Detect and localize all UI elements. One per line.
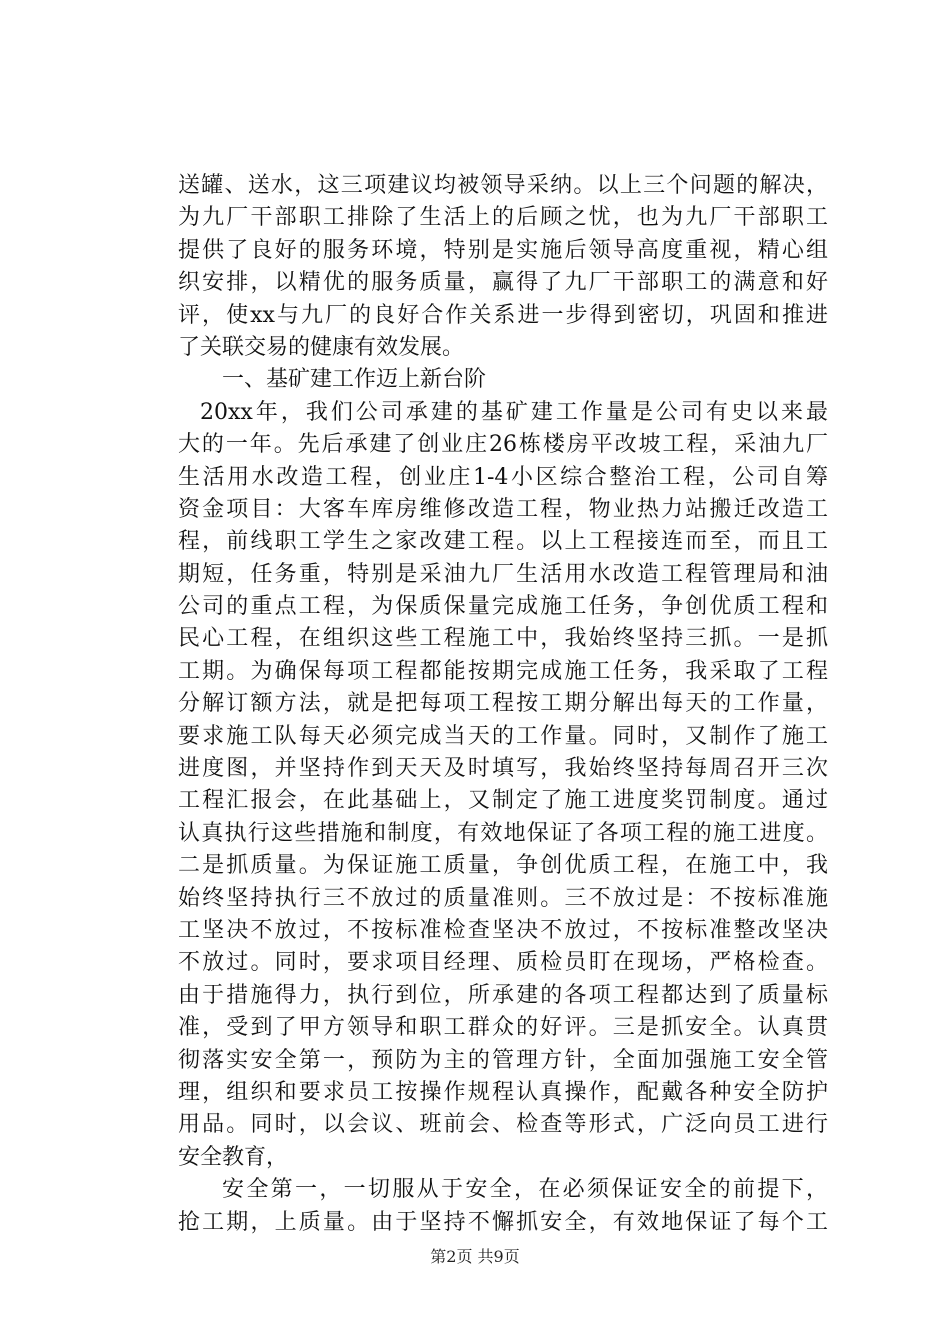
text-line: 由于措施得力，执行到位，所承建的各项工程都达到了质量标: [178, 982, 828, 1008]
text-line: 20xx年，我们公司承建的基矿建工作量是公司有史以来最: [200, 399, 828, 425]
text-line: 程，前线职工学生之家改建工程。以上工程接连而至，而且工: [178, 529, 828, 555]
text-line: 始终坚持执行三不放过的质量准则。三不放过是：不按标准施: [178, 885, 828, 911]
text-line: 生活用水改造工程，创业庄1-4小区综合整治工程，公司自筹: [178, 464, 828, 490]
text-line: 为九厂干部职工排除了生活上的后顾之忧，也为九厂干部职工: [178, 205, 828, 231]
section-heading: 一、基矿建工作迈上新台阶: [222, 367, 487, 393]
text-line: 用品。同时，以会议、班前会、检查等形式，广泛向员工进行: [178, 1112, 828, 1138]
text-line: 期短，任务重，特别是采油九厂生活用水改造工程管理局和油: [178, 561, 828, 587]
text-line: 安全教育，: [178, 1144, 289, 1170]
text-line: 民心工程，在组织这些工程施工中，我始终坚持三抓。一是抓: [178, 626, 828, 652]
text-line: 提供了良好的服务环境，特别是实施后领导高度重视，精心组: [178, 237, 828, 263]
text-line: 安全第一，一切服从于安全，在必须保证安全的前提下，: [222, 1177, 828, 1203]
text-line: 进度图，并坚持作到天天及时填写，我始终坚持每周召开三次: [178, 756, 828, 782]
text-line: 抢工期，上质量。由于坚持不懈抓安全，有效地保证了每个工: [178, 1209, 828, 1235]
text-line: 分解订额方法，就是把每项工程按工期分解出每天的工作量，: [178, 691, 828, 717]
text-line: 公司的重点工程，为保质保量完成施工任务，争创优质工程和: [178, 594, 828, 620]
document-body: [178, 170, 828, 1239]
text-line: 织安排，以精优的服务质量，赢得了九厂干部职工的满意和好: [178, 270, 828, 296]
text-line: 二是抓质量。为保证施工质量，争创优质工程，在施工中，我: [178, 853, 828, 879]
text-line: 要求施工队每天必须完成当天的工作量。同时，又制作了施工: [178, 723, 828, 749]
text-line: 彻落实安全第一，预防为主的管理方针，全面加强施工安全管: [178, 1047, 828, 1073]
text-line: 工程汇报会，在此基础上，又制定了施工进度奖罚制度。通过: [178, 788, 828, 814]
page-footer: [0, 1244, 950, 1267]
text-line: 评，使xx与九厂的良好合作关系进一步得到密切，巩固和推进: [178, 302, 828, 328]
text-line: 资金项目：大客车库房维修改造工程，物业热力站搬迁改造工: [178, 496, 828, 522]
text-line: 了关联交易的健康有效发展。: [178, 334, 465, 360]
text-line: 不放过。同时，要求项目经理、质检员盯在现场，严格检查。: [178, 950, 828, 976]
text-line: 工坚决不放过，不按标准检查坚决不放过，不按标准整改坚决: [178, 917, 828, 943]
text-line: 准，受到了甲方领导和职工群众的好评。三是抓安全。认真贯: [178, 1015, 828, 1041]
text-line: 大的一年。先后承建了创业庄26栋楼房平改坡工程，采油九厂: [178, 432, 828, 458]
text-line: 理，组织和要求员工按操作规程认真操作，配戴各种安全防护: [178, 1079, 828, 1105]
text-line: 送罐、送水，这三项建议均被领导采纳。以上三个问题的解决，: [178, 173, 828, 198]
page-number: 第2页 共9页: [430, 1247, 520, 1266]
text-line: 工期。为确保每项工程都能按期完成施工任务，我采取了工程: [178, 658, 828, 684]
text-line: 认真执行这些措施和制度，有效地保证了各项工程的施工进度。: [178, 820, 828, 846]
